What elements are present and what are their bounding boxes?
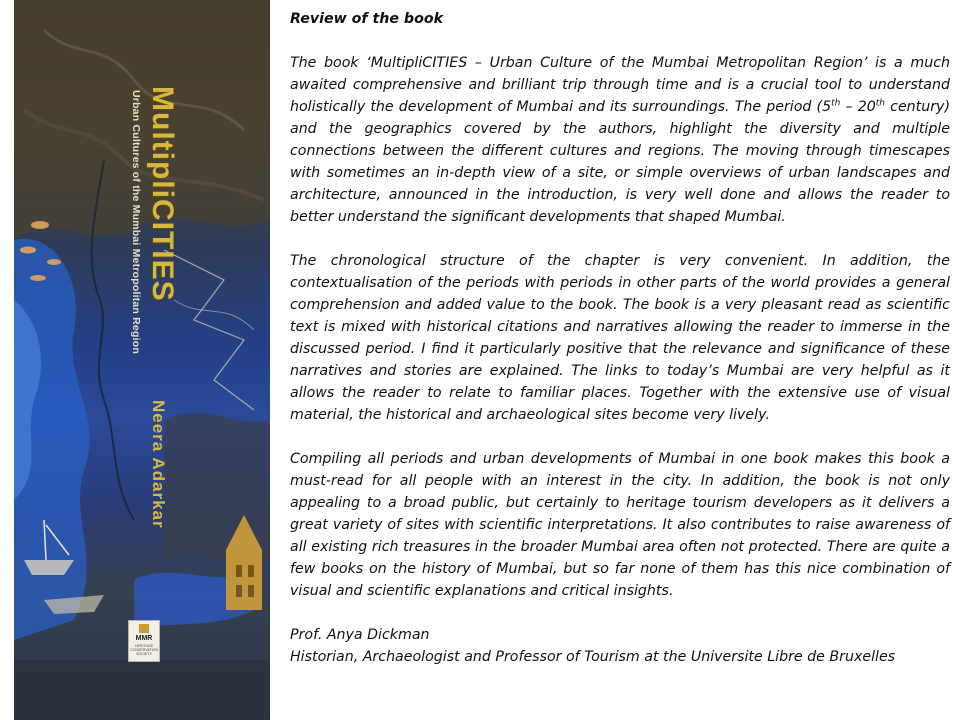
cover-artwork (14, 0, 270, 720)
signature-title: Historian, Archaeologist and Professor of Tourism at the Universite Libre de Bruxelles (290, 649, 896, 665)
review-paragraph-1 (290, 52, 950, 228)
logo-abbreviation: MMR (135, 635, 153, 642)
logo-fullname: HERITAGE CONSERVATION SOCIETY (129, 644, 159, 657)
cover-author: Neera Adarkar (149, 400, 168, 529)
superscript-th-1: th (831, 98, 841, 109)
review-heading: Review of the book (290, 11, 444, 27)
review-paragraph-1-part-b: – 20 (840, 99, 876, 115)
review-paragraph-3: Compiling all periods and urban developments of Mumbai in one book makes this book a must-read for all people with an interest in the city. In addition, the book is not only appealing to a broad public, but certainly to heritage tourism developers as it delivers a great variety of sites with scientific interpretations. It also contributes to raise awareness of all existing rich treasures in the broader Mumbai area often not protected. There are quite a few books on the history of Mumbai, but so far none of them has this nice combination of visual and scientific explanations and critical insights. (290, 451, 950, 599)
logo-emblem-icon (139, 624, 149, 633)
publisher-logo (128, 620, 160, 662)
review-text (290, 8, 950, 668)
book-cover (14, 0, 270, 720)
review-paragraph-1-part-c: century) and the geographics covered by the authors, highlight the diversity and multiple connections between the different cultures and regions. The moving through timescapes with sometimes an in-depth view of a site, or simple overviews of urban landscapes and architecture, announced in the introduction, is very well done and allows the reader to better understand the significant developments that shaped Mumbai. (290, 99, 950, 225)
review-paragraph-1-part-a: The book ‘MultipliCITIES – Urban Culture of the Mumbai Metropolitan Region’ is a much awaited comprehensive and brilliant trip through time and is a crucial tool to understand holistically the development of Mumbai and its surroundings. The period (5 (290, 55, 950, 115)
cover-subtitle: Urban Cultures of the Mumbai Metropolitan Region (130, 90, 142, 354)
superscript-th-2: th (875, 98, 886, 109)
signature-name: Prof. Anya Dickman (290, 627, 430, 643)
cover-title: MultipliCITIES (146, 86, 179, 302)
review-paragraph-2: The chronological structure of the chapter is very convenient. In addition, the contextualisation of the periods with periods in other parts of the world provides a general comprehension and added value to the book. The book is a very pleasant read as scientific text is mixed with historical citations and narratives allowing the reader to immerse in the discussed period. I find it particularly positive that the relevance and significance of these narratives and stories are explained. The links to today’s Mumbai are very helpful as it allows the reader to relate to familiar places. Together with the extensive use of visual material, the historical and archaeological sites become very lively. (290, 253, 950, 423)
